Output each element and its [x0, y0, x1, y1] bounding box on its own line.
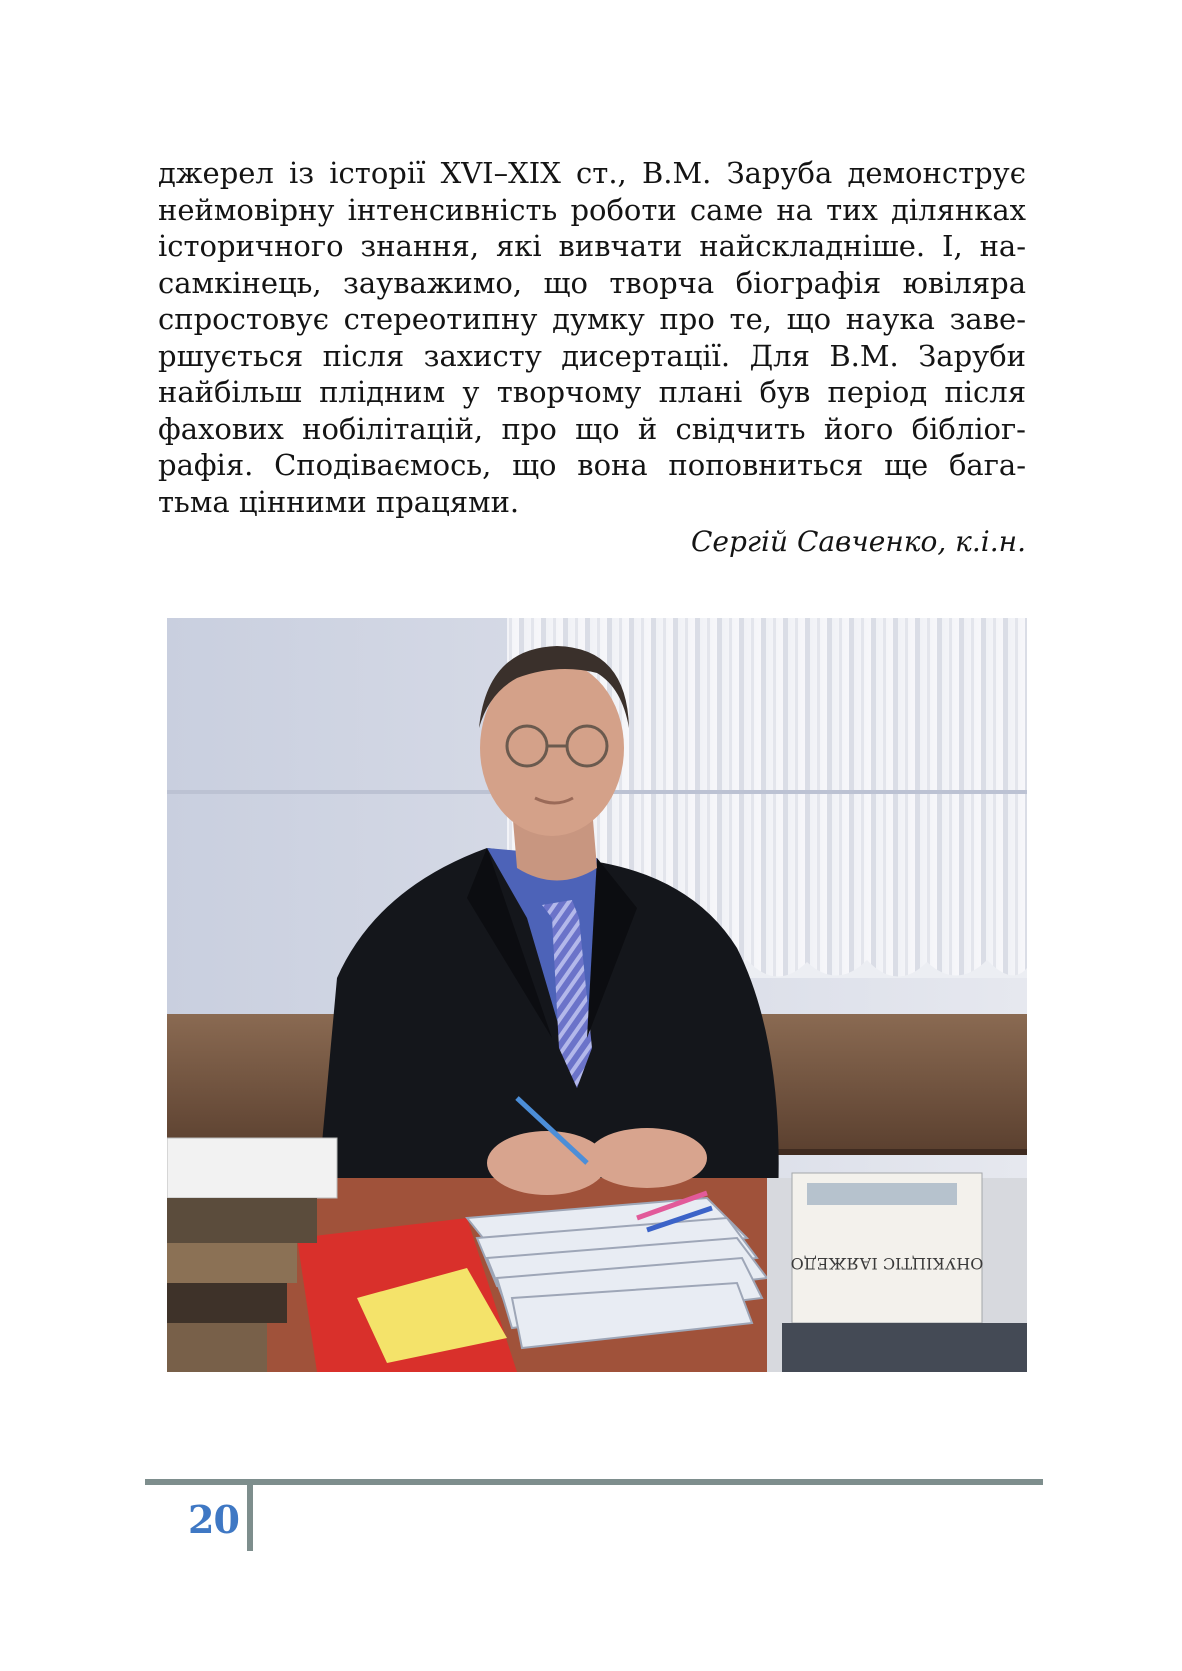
author-signature: Сергій Савченко, к.і.н.	[690, 525, 1026, 558]
text-line: джерел із історії XVI–XIX ст., В.М. Заруба демонструє	[158, 156, 1026, 190]
photo-book-title: ОНУКІЦТІС ІАЯЖЕДО	[790, 1254, 984, 1273]
text-line: ршується після захисту дисертації. Для В.М. Заруби	[158, 338, 1026, 373]
body-text	[158, 155, 1026, 520]
text-line: рафія. Сподіваємось, що вона поповниться ще бага-	[158, 448, 1026, 482]
footer-rule	[145, 1479, 1043, 1485]
text-line: самкінець, зауважимо, що творча біографія ювіляра	[158, 265, 1026, 300]
footer-divider	[247, 1479, 253, 1551]
text-line: неймовірну інтенсивність роботи саме на тих ділянках	[158, 192, 1026, 227]
text-line: спростовує стереотипну думку про те, що наука заве-	[158, 302, 1026, 336]
portrait-photo	[167, 618, 1027, 1372]
text-line: тьма цінними працями.	[158, 484, 520, 519]
text-line: фахових нобілітацій, про що й свідчить його бібліог-	[158, 411, 1026, 446]
page-number: 20	[188, 1497, 239, 1542]
text-line: історичного знання, які вивчати найскладніше. І, на-	[158, 229, 1026, 263]
text-line: найбільш плідним у творчому плані був період після	[158, 375, 1026, 409]
